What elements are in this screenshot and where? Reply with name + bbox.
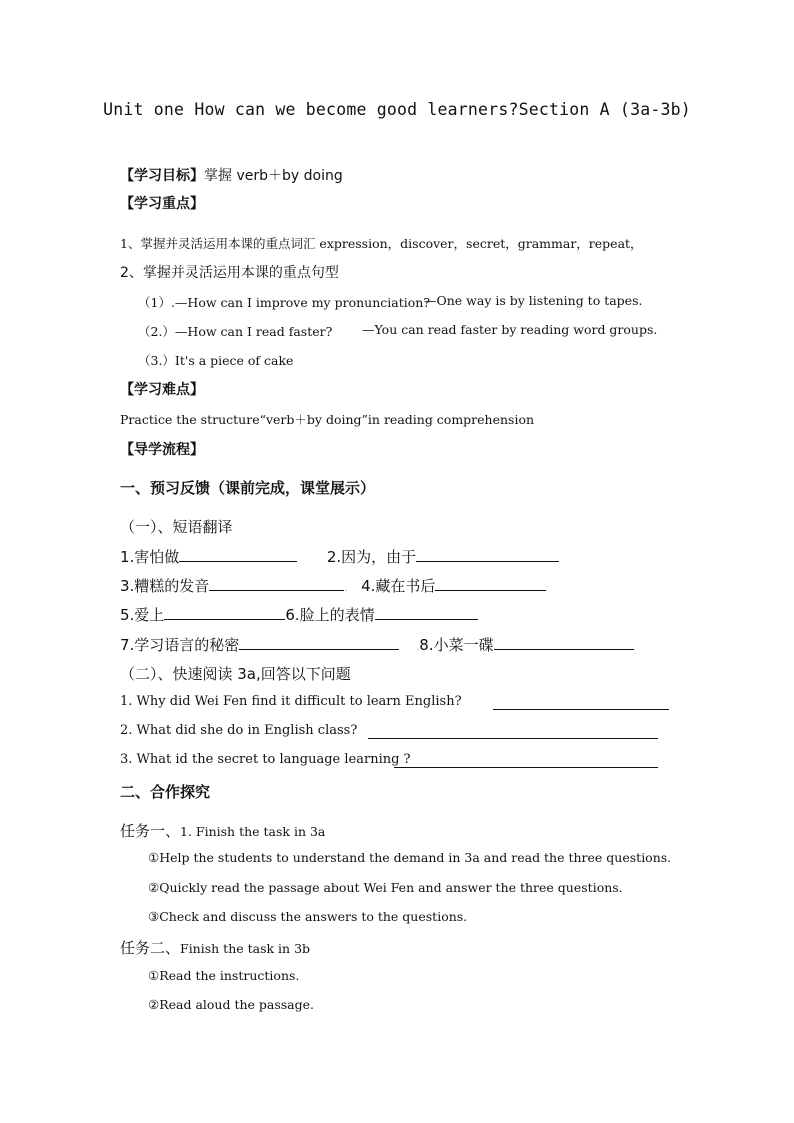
question-row-1	[120, 694, 462, 709]
key-points-item1: 1、掌握并灵活运用本课的重点词汇 expression，discover，secret，grammar，repeat，	[120, 236, 643, 251]
task1-title: 1. Finish the task in 3a	[180, 824, 326, 839]
question-3-blank[interactable]	[394, 752, 658, 768]
part1-sub2: （二）、快速阅读 3a,回答以下问题	[120, 665, 351, 683]
question-1-blank-wrap	[493, 694, 669, 714]
phrase-8: 8.小菜一碟	[419, 636, 494, 654]
difficulty-label: 【学习难点】	[120, 382, 204, 398]
task1-step-2: ②Quickly read the passage about Wei Fen and answer the three questions.	[148, 880, 623, 895]
task2-step-2: ②Read aloud the passage.	[148, 997, 314, 1012]
phrase-4: 4.藏在书后	[361, 577, 436, 595]
part2-heading: 二、合作探究	[120, 783, 211, 801]
phrase-7: 7.学习语言的秘密	[120, 636, 240, 654]
answer-blank-2[interactable]	[416, 546, 559, 562]
phrase-row-2: 3.糟糕的发音 . 4.藏在书后	[120, 575, 546, 596]
objectives-label: 【学习目标】	[120, 168, 204, 184]
question-2-blank[interactable]	[368, 723, 658, 739]
difficulty-text: Practice the structure“verb＋by doing”in reading comprehension	[120, 412, 535, 427]
answer-blank-1[interactable]	[179, 546, 297, 562]
phrase-3: 3.糟糕的发音	[120, 577, 210, 595]
question-2-blank-wrap	[368, 723, 658, 743]
question-1-blank[interactable]	[493, 694, 669, 710]
question-3-blank-wrap	[394, 752, 658, 772]
key-points-label: 【学习重点】	[120, 196, 204, 212]
task2-title: Finish the task in 3b	[180, 941, 311, 956]
task2-label: 任务二、	[120, 939, 181, 957]
phrase-1: 1.害怕做	[120, 548, 180, 566]
task1-step-3: ③Check and discuss the answers to the questions.	[148, 909, 468, 924]
sentence-1-question: （1）.—How can I improve my pronunciation?	[138, 295, 430, 310]
task1-row	[120, 820, 325, 841]
phrase-row-4: 7.学习语言的秘密 .8.小菜一碟	[120, 634, 634, 655]
task1-label: 任务一、	[120, 822, 181, 840]
objectives-text: 掌握 verb＋by doing	[204, 168, 343, 184]
question-row-3	[120, 752, 411, 767]
question-row-2	[120, 723, 357, 738]
answer-blank-8[interactable]	[494, 634, 634, 650]
sentence-3-question: （3.）It's a piece of cake	[138, 353, 294, 368]
answer-blank-3[interactable]	[209, 575, 344, 591]
phrase-2: 2.因为，由于	[326, 548, 417, 566]
sentence-2-answer: —You can read faster by reading word groups.	[362, 322, 658, 337]
phrase-5: 5.爱上	[120, 606, 165, 624]
question-1: 1. Why did Wei Fen find it difficult to learn English?	[120, 694, 462, 709]
task2-step-1: ①Read the instructions.	[148, 968, 300, 983]
task2-row	[120, 937, 310, 958]
answer-blank-7[interactable]	[239, 634, 399, 650]
answer-blank-6[interactable]	[375, 604, 478, 620]
sentence-1-answer: —One way is by listening to tapes.	[424, 293, 643, 308]
process-label: 【导学流程】	[120, 442, 204, 458]
question-2: 2. What did she do in English class?	[120, 723, 358, 738]
page-title: Unit one How can we become good learners?Section A (3a-3b)	[103, 100, 691, 119]
answer-blank-5[interactable]	[164, 604, 285, 620]
phrase-6: 6.脸上的表情	[285, 606, 375, 624]
objectives-row	[120, 165, 343, 185]
phrase-row-3	[120, 604, 478, 625]
task1-step-1: ①Help the students to understand the demand in 3a and read the three questions.	[148, 850, 672, 865]
answer-blank-4[interactable]	[435, 575, 546, 591]
key-points-item2: 2、掌握并灵活运用本课的重点句型	[120, 265, 339, 281]
phrase-row-1	[120, 546, 559, 567]
sentence-2-question: （2.）—How can I read faster?	[138, 324, 333, 339]
part1-heading: 一、预习反馈（课前完成，课堂展示）	[120, 479, 376, 497]
question-3: 3. What id the secret to language learning ?	[120, 752, 411, 767]
part1-sub1: （一）、短语翻译	[120, 518, 233, 536]
